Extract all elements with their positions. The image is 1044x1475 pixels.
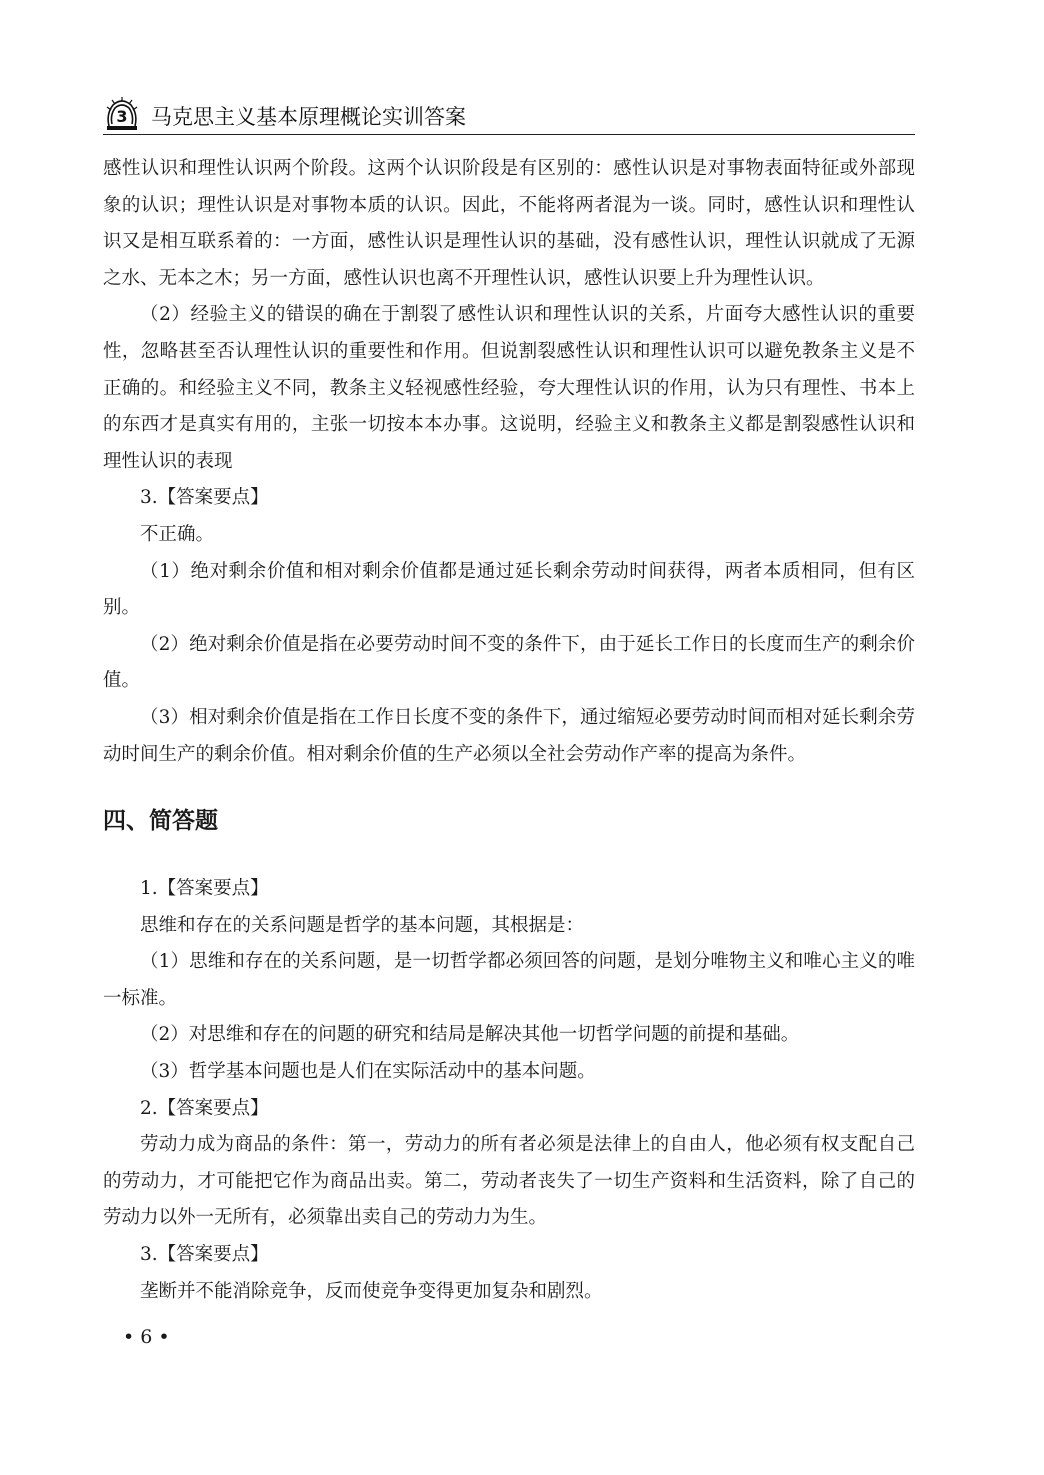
paragraph: （2）对思维和存在的问题的研究和结局是解决其他一切哲学问题的前提和基础。 xyxy=(140,1024,800,1046)
paragraph: 不正确。 xyxy=(140,523,215,545)
paragraph: （2）绝对剩余价值是指在必要劳动时间不变的条件下，由于延长工作日的长度而生产的剩余价值。 xyxy=(103,633,915,692)
paragraph: （1）思维和存在的关系问题，是一切哲学都必须回答的问题，是划分唯物主义和唯心主义的唯一标准。 xyxy=(103,951,915,1009)
answer-key-label: 3.【答案要点】 xyxy=(140,487,269,509)
paragraph: （2）经验主义的错误的确在于割裂了感性认识和理性认识的关系，片面夸大感性认识的重要性，忽略甚至否认理性认识的重要性和作用。但说割裂感性认识和理性认识可以避免教条主义是不正确的。和经验主义不同，教条主义轻视感性经验，夸大理性认识的作用，认为只有理性、书本上的东西才是真实有用的，主张一切按本本办事。这说明，经验主义和教条主义都是割裂感性认识和理性认识的表现 xyxy=(103,304,915,472)
answer-key-label: 2.【答案要点】 xyxy=(140,1097,269,1119)
answer-key-label: 1.【答案要点】 xyxy=(140,878,269,900)
page-header xyxy=(103,96,915,135)
running-header-title: 马克思主义基本原理概论实训答案 xyxy=(151,105,466,129)
page-number: • 6 • xyxy=(123,1326,170,1348)
book-number-logo-icon xyxy=(103,96,141,132)
paragraph: 劳动力成为商品的条件：第一，劳动力的所有者必须是法律上的自由人，他必须有权支配自己的劳动力，才可能把它作为商品出卖。第二，劳动者丧失了一切生产资料和生活资料，除了自己的劳动力以外一无所有，必须靠出卖自己的劳动力为生。 xyxy=(103,1134,915,1229)
paragraph: （3）哲学基本问题也是人们在实际活动中的基本问题。 xyxy=(140,1061,596,1083)
section-heading: 四、简答题 xyxy=(103,808,218,835)
paragraph: 垄断并不能消除竞争，反而使竞争变得更加复杂和剧烈。 xyxy=(140,1280,603,1302)
paragraph: （1）绝对剩余价值和相对剩余价值都是通过延长剩余劳动时间获得，两者本质相同，但有区别。 xyxy=(103,560,915,619)
page-body xyxy=(103,151,915,1310)
paragraph: （3）相对剩余价值是指在工作日长度不变的条件下，通过缩短必要劳动时间而相对延长剩余劳动时间生产的剩余价值。相对剩余价值的生产必须以全社会劳动作产率的提高为条件。 xyxy=(103,706,915,765)
svg-text:3: 3 xyxy=(116,107,128,126)
answer-key-label: 3.【答案要点】 xyxy=(140,1244,269,1266)
paragraph: 感性认识和理性认识两个阶段。这两个认识阶段是有区别的：感性认识是对事物表面特征或外部现象的认识；理性认识是对事物本质的认识。因此，不能将两者混为一谈。同时，感性认识和理性认识又是相互联系着的：一方面，感性认识是理性认识的基础，没有感性认识，理性认识就成了无源之水、无本之木；另一方面，感性认识也离不开理性认识，感性认识要上升为理性认识。 xyxy=(103,158,915,289)
paragraph: 思维和存在的关系问题是哲学的基本问题，其根据是： xyxy=(140,914,585,936)
